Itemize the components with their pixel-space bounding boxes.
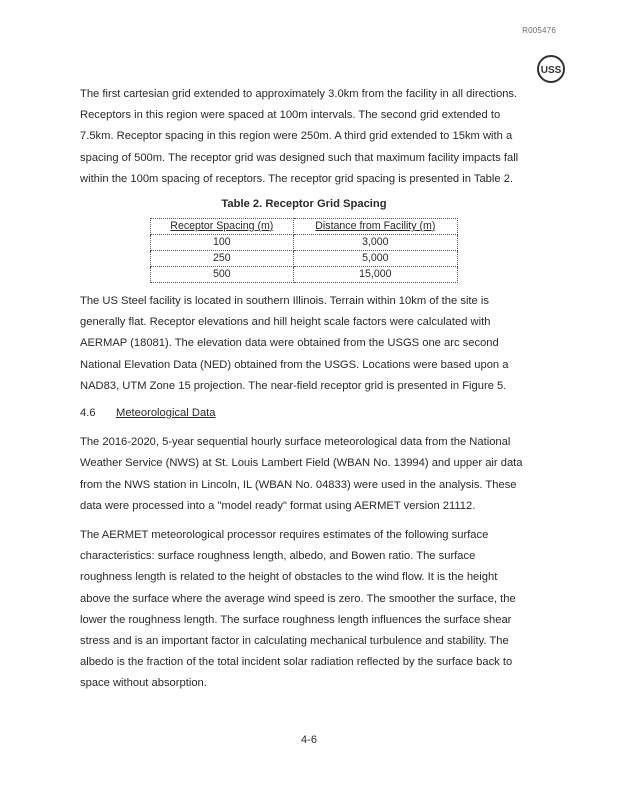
section-title: Meteorological Data — [116, 407, 216, 420]
paragraph-receptor-grid: The first cartesian grid extended to approximately 3.0km from the facility in all directions. Receptors in this region were spaced at 100m intervals. The second grid extended to 7.5km. Receptor spacing in this region were 250m. A third grid extended to 15km with a spacing of 500m. The receptor grid was designed such that maximum facility impacts fall within the 100m spacing of receptors. The receptor grid spacing is presented in Table 2. — [80, 88, 519, 185]
table-row — [151, 251, 458, 267]
table-row — [151, 235, 458, 251]
paragraph-terrain: The US Steel facility is located in southern Illinois. Terrain within 10km of the site is generally flat. Receptor elevations and hill height scale factors were calculated with AERMAP (18081). The elevation data were obtained from the USGS one arc second National Elevation Data (NED) obtained from the USGS. Locations were based upon a NAD83, UTM Zone 15 projection. The near-field receptor grid is presented in Figure 5. — [80, 295, 509, 392]
column-header: Distance from Facility (m) — [293, 219, 457, 235]
uss-logo — [536, 54, 566, 84]
page-number: 4-6 — [301, 734, 317, 746]
section-number: 4.6 — [80, 407, 96, 420]
paragraph-met-data: The 2016-2020, 5-year sequential hourly surface meteorological data from the National Weather Service (NWS) at St. Louis Lambert Field (WBAN No. 13994) and upper air data from the NWS station in Lincoln, IL (WBAN No. 04833) were used in the analysis. These data were processed into a "model ready" format using AERMET version 21112. — [80, 436, 523, 512]
table-cell: 500 — [151, 267, 294, 283]
table-row — [151, 267, 458, 283]
receptor-grid-table — [150, 218, 458, 283]
document-body — [80, 84, 528, 695]
table-cell: 15,000 — [293, 267, 457, 283]
table-cell: 250 — [151, 251, 294, 267]
document-id: R005476 — [522, 26, 556, 35]
table-cell: 5,000 — [293, 251, 457, 267]
table-caption: Table 2. Receptor Grid Spacing — [221, 198, 387, 211]
column-header: Receptor Spacing (m) — [151, 219, 294, 235]
svg-text:USS: USS — [540, 65, 562, 76]
table-cell: 100 — [151, 235, 294, 251]
table-cell: 3,000 — [293, 235, 457, 251]
table-header-row — [151, 219, 458, 235]
paragraph-aermet: The AERMET meteorological processor requires estimates of the following surface characteristics: surface roughness length, albedo, and Bowen ratio. The surface roughness length is related to the height of obstacles to the wind flow. It is the height above the surface where the average wind speed is zero. The smoother the surface, the lower the roughness length. The surface roughness length influences the surface shear stress and is an important factor in calculating mechanical turbulence and stability. The albedo is the fraction of the total incident solar radiation reflected by the surface back to space without absorption. — [80, 529, 516, 690]
section-heading — [80, 403, 528, 424]
